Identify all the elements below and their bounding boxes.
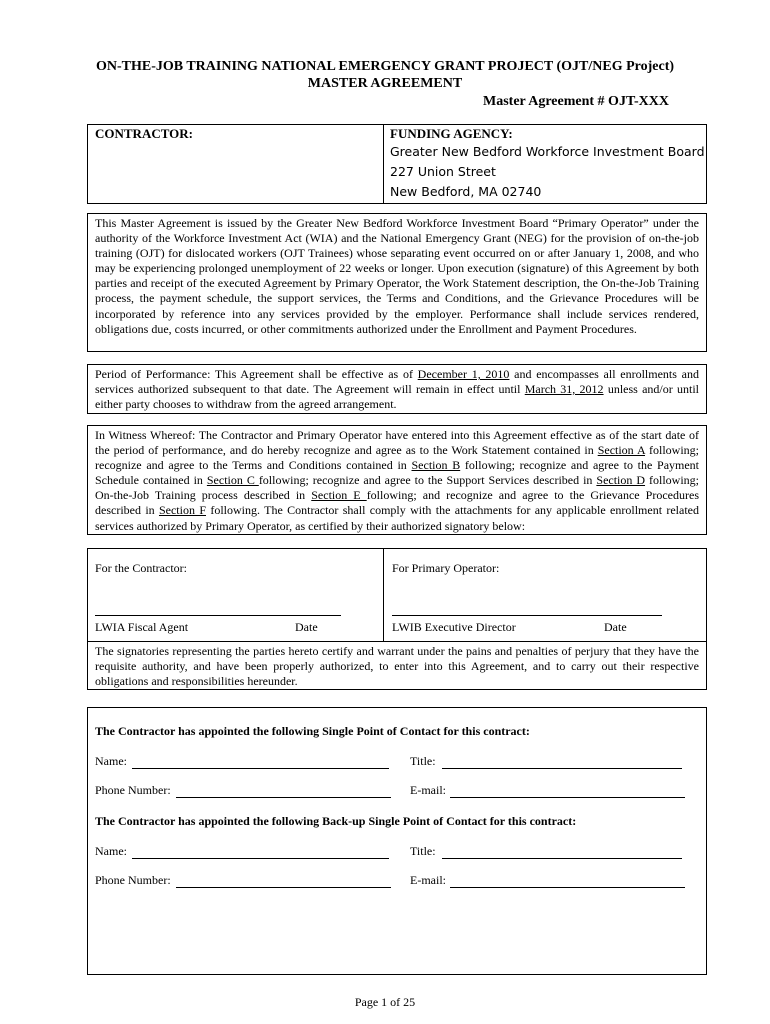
operator-signature-line[interactable] [392,615,662,616]
header-divider [383,125,384,203]
signature-divider [383,549,384,641]
performance-box [87,364,707,414]
contact-box [87,707,707,975]
primary-contact-title: The Contractor has appointed the following Single Point of Contact for this contract: [95,724,530,738]
funding-agency-street: 227 Union Street [390,164,496,179]
lwia-fiscal-agent-label: LWIA Fiscal Agent [95,620,189,634]
primary-title-label: Title: [410,754,436,768]
signature-box [87,548,707,690]
intro-box [87,213,707,352]
funding-agency-name: Greater New Bedford Workforce Investment Board [390,144,705,159]
signature-bottom-divider [88,641,706,642]
backup-name-label: Name: [95,844,127,858]
backup-phone-field[interactable] [176,887,391,888]
end-date: March 31, 2012 [524,382,604,397]
primary-email-field[interactable] [450,797,685,798]
witness-paragraph: In Witness Whereof: The Contractor and Primary Operator have entered into this Agreement effective as of the start date of the period of performance, and do hereby recognize and agree as to the Work Statement contained in Section A following; recognize and agree to the Terms and Conditions contained in Section B following; recognize and agree to the Payment Schedule contained in Section C following; recognize and agree to the Support Services described in Section D following; On-the-Job Training process described in Section E following; and recognize and agree to the Grievance Procedures described in Section F following. The Contractor shall comply with the attachments for any applicable enrollment related services authorized by Primary Operator, as certified by their authorized signatory below: [95,428,700,533]
primary-name-label: Name: [95,754,127,768]
lwib-director-label: LWIB Executive Director [392,620,516,634]
operator-date-label: Date [604,620,627,634]
certify-paragraph: The signatories representing the parties hereto certify and warrant under the pains and penalties of perjury that they have the requisite authority, and have been properly authorized, to enter into this Agreement, and to carry out their respective obligations and responsibilities hereunder. [95,644,699,689]
backup-name-field[interactable] [132,858,389,859]
backup-phone-label: Phone Number: [95,873,171,887]
witness-box [87,425,707,535]
section-b-ref: Section B [411,458,461,473]
primary-email-label: E-mail: [410,783,446,797]
intro-paragraph: This Master Agreement is issued by the Greater New Bedford Workforce Investment Board “Primary Operator” under the authority of the Workforce Investment Act (WIA) and the National Emergency Grant (NEG) for the provision of on-the-job training (OJT) for dislocated workers (OJT Trainees) whose separating event occurred on or after January 1, 2008, and who may be experiencing prolonged unemployment of 22 weeks or longer. Upon execution (signature) of this Agreement by both parties and receipt of the executed Agreement by Primary Operator, the Work Statement description, the On-the-Job Training process, the payment schedule, the support services, the Terms and Conditions, and the Grievance Procedures will be incorporated by reference into any services provided by the employer. Performance shall include services rendered, obligations due, costs incurred, or other commitments authorized under the Enrollment and Payment Procedures. [95,216,699,336]
header-box [87,124,707,204]
backup-email-field[interactable] [450,887,685,888]
document-title: ON-THE-JOB TRAINING NATIONAL EMERGENCY GRANT PROJECT (OJT/NEG Project) [95,59,675,74]
section-c-ref: Section C [206,473,259,488]
backup-title-label: Title: [410,844,436,858]
contractor-signature-line[interactable] [95,615,341,616]
section-e-ref: Section E [311,488,367,503]
backup-contact-title: The Contractor has appointed the following Back-up Single Point of Contact for this contract: [95,814,577,828]
page-number: Page 1 of 25 [354,995,416,1009]
section-f-ref: Section F [158,503,206,518]
section-a-ref: Section A [597,443,646,458]
backup-email-label: E-mail: [410,873,446,887]
backup-title-field[interactable] [442,858,682,859]
primary-phone-label: Phone Number: [95,783,171,797]
primary-phone-field[interactable] [176,797,391,798]
for-operator-label: For Primary Operator: [392,561,500,575]
agreement-number: Master Agreement # OJT-XXX [483,94,669,109]
start-date: December 1, 2010 [417,367,510,381]
contractor-label: CONTRACTOR: [95,126,193,141]
performance-paragraph: Period of Performance: This Agreement shall be effective as of December 1, 2010 and encompasses all enrollments and services authorized subsequent to that date. The Agreement will remain in effect until March 31, 2012 unless and/or until either party chooses to withdraw from the agreed arrangement. [95,367,699,412]
primary-name-field[interactable] [132,768,389,769]
funding-agency-city: New Bedford, MA 02740 [390,184,542,199]
funding-agency-label: FUNDING AGENCY: [390,126,513,141]
section-d-ref: Section D [596,473,646,488]
contractor-date-label: Date [295,620,318,634]
document-subtitle: MASTER AGREEMENT [307,76,463,91]
primary-title-field[interactable] [442,768,682,769]
for-contractor-label: For the Contractor: [95,561,187,575]
